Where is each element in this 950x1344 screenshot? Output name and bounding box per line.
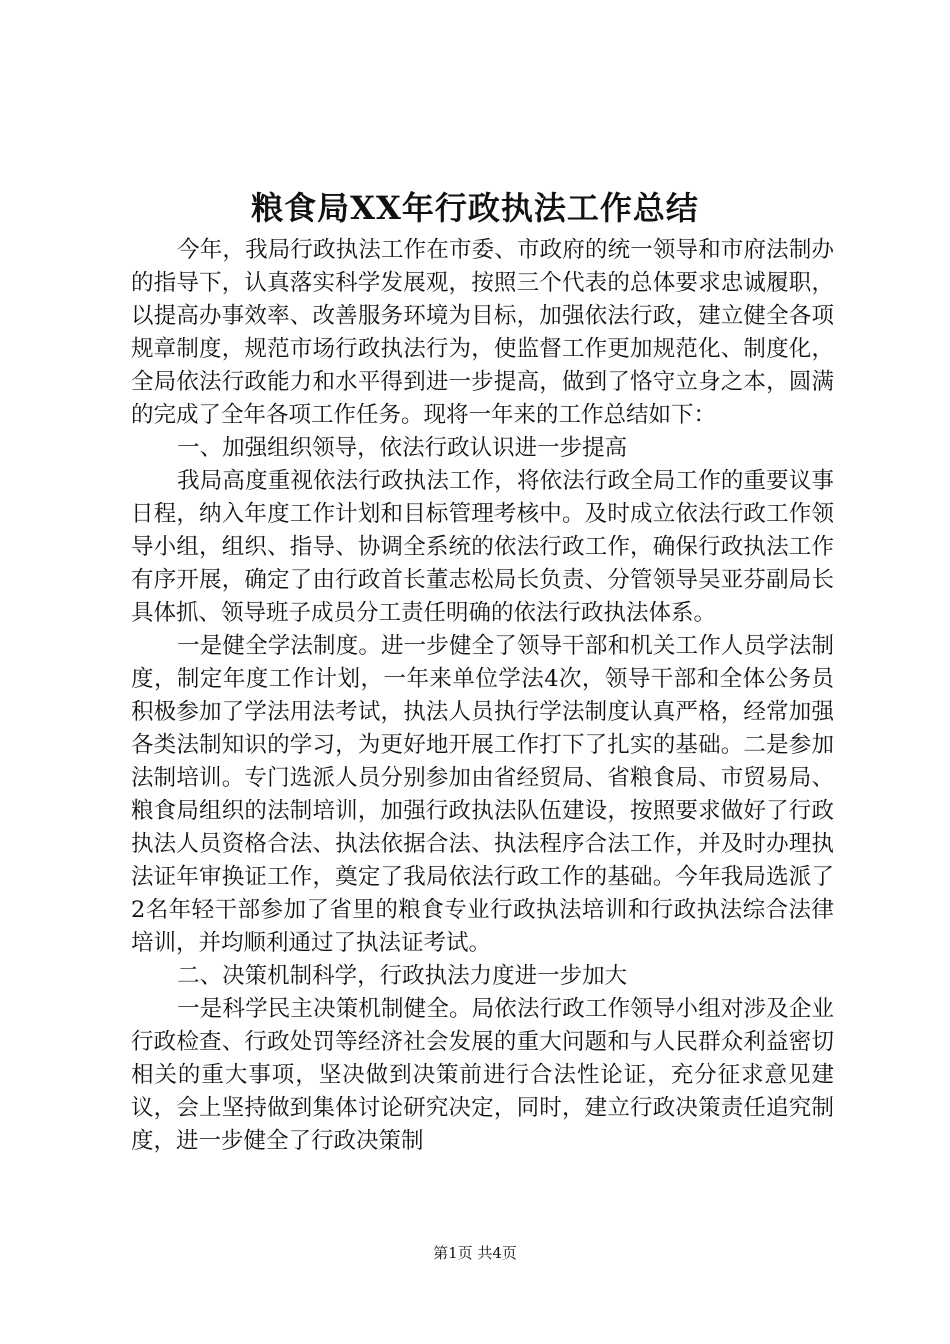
section-heading-2: 二、决策机制科学，行政执法力度进一步加大 bbox=[177, 963, 628, 989]
document-title: 粮食局XX年行政执法工作总结 bbox=[251, 189, 699, 227]
page-footer: 第1页 共4页 bbox=[433, 1244, 517, 1262]
document-body bbox=[131, 234, 834, 1158]
paragraph-study-training: 一是健全学法制度。进一步健全了领导干部和机关工作人员学法制度，制定年度工作计划，一年来单位学法4次，领导干部和全体公务员积极参加了学法用法考试，执法人员执行学法制度认真严格，经常加强各类法制知识的学习，为更好地开展工作打下了扎实的基础。二是参加法制培训。专门选派人员分别参加由省经贸局、省粮食局、市贸易局、粮食局组织的法制培训，加强行政执法队伍建设，按照要求做好了行政执法人员资格合法、执法依据合法、执法程序合法工作，并及时办理执法证年审换证工作，奠定了我局依法行政工作的基础。今年我局选派了2名年轻干部参加了省里的粮食专业行政执法培训和行政执法综合法律培训，并均顺利通过了执法证考试。 bbox=[131, 633, 834, 956]
paragraph-intro: 今年，我局行政执法工作在市委、市政府的统一领导和市府法制办的指导下，认真落实科学发展观，按照三个代表的总体要求忠诚履职，以提高办事效率、改善服务环境为目标，加强依法行政，建立健全各项规章制度，规范市场行政执法行为，使监督工作更加规范化、制度化，全局依法行政能力和水平得到进一步提高，做到了恪守立身之本，圆满的完成了全年各项工作任务。现将一年来的工作总结如下： bbox=[131, 237, 834, 428]
section-heading-1: 一、加强组织领导，依法行政认识进一步提高 bbox=[177, 435, 628, 461]
paragraph-decision-mechanism: 一是科学民主决策机制健全。局依法行政工作领导小组对涉及企业行政检查、行政处罚等经济社会发展的重大问题和与人民群众利益密切相关的重大事项，坚决做到决策前进行合法性论证，充分征求意见建议，会上坚持做到集体讨论研究决定，同时，建立行政决策责任追究制度，进一步健全了行政决策制 bbox=[131, 996, 834, 1154]
paragraph-section-1: 我局高度重视依法行政执法工作，将依法行政全局工作的重要议事日程，纳入年度工作计划和目标管理考核中。及时成立依法行政工作领导小组，组织、指导、协调全系统的依法行政工作，确保行政执法工作有序开展，确定了由行政首长董志松局长负责、分管领导吴亚芬副局长具体抓、领导班子成员分工责任明确的依法行政执法体系。 bbox=[131, 468, 834, 626]
